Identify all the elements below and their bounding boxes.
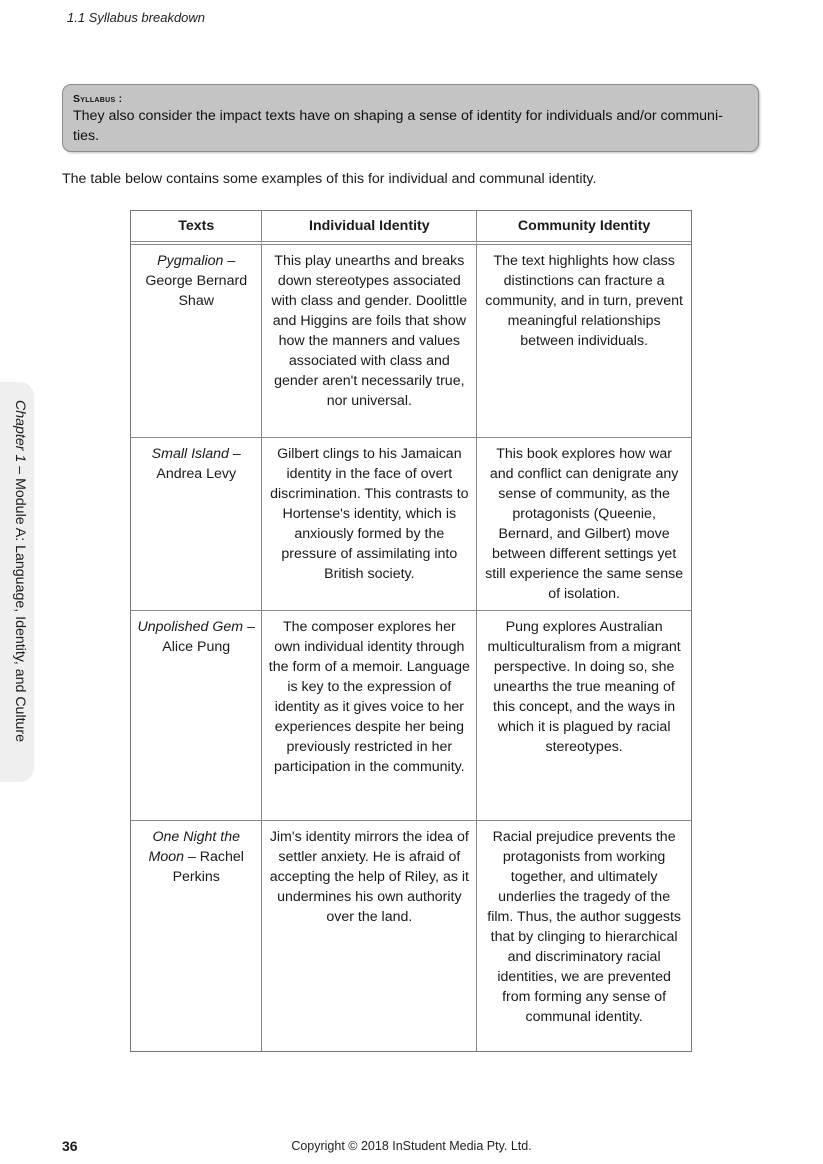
cell-community: Pung explores Australian multiculturalism from a migrant perspective. In doing so, she unearths the true meaning of this concept, and the ways in which it is plagued by racial stereotypes. [477,611,691,821]
text-title: One Night the Moon [148,829,240,865]
text-author: – Alice Pung [162,619,255,655]
table-row [131,245,691,438]
cell-text [131,438,262,611]
text-title: Small Island [151,446,229,462]
text-author: – George Bernard Shaw [145,253,248,309]
running-head: 1.1 Syllabus breakdown [67,10,206,25]
cell-community: This book explores how war and conflict can denigrate any sense of community, as the protagonists (Queenie, Bernard, and Gilbert) move between different settings yet still experience the same sense of isolation. [477,438,691,611]
header-community-identity: Community Identity [477,211,691,245]
syllabus-label: Syllabus : [73,93,123,105]
chapter-title: – Module A: Language, Identity, and Culture [12,462,28,743]
cell-text [131,821,262,1051]
table-row [131,438,691,611]
chapter-side-label [8,400,28,770]
copyright-notice: Copyright © 2018 InStudent Media Pty. Ltd. [291,1139,532,1153]
cell-community: The text highlights how class distinctions can fracture a community, and in turn, prevent meaningful relationships between individuals. [477,245,691,438]
page-number: 36 [62,1138,78,1154]
cell-text [131,245,262,438]
cell-individual: Gilbert clings to his Jamaican identity in the face of overt discrimination. This contrasts to Hortense's identity, which is anxiously formed by the pressure of assimilating into British society. [262,438,477,611]
text-title: Pygmalion [157,253,224,269]
table-row [131,821,691,1051]
intro-paragraph: The table below contains some examples of this for individual and communal identity. [62,171,597,187]
text-author: – Rachel Perkins [172,849,244,885]
identity-table [130,210,692,1052]
syllabus-callout [62,84,759,152]
header-texts: Texts [131,211,262,245]
cell-individual: Jim's identity mirrors the idea of settler anxiety. He is afraid of accepting the help of Riley, as it undermines his own authority over the land. [262,821,477,1051]
text-author: – Andrea Levy [156,446,241,482]
header-individual-identity: Individual Identity [262,211,477,245]
table-header-row [131,211,691,245]
cell-text [131,611,262,821]
cell-individual: The composer explores her own individual identity through the form of a memoir. Language is key to the expression of identity as it gives voice to her experiences despite her being previously restricted in her participation in the community. [262,611,477,821]
table-row [131,611,691,821]
syllabus-text: They also consider the impact texts have on shaping a sense of identity for individuals and/or communi-ties. [73,108,723,144]
cell-community: Racial prejudice prevents the protagonists from working together, and ultimately underlies the tragedy of the film. Thus, the author suggests that by clinging to hierarchical and discriminatory racial identities, we are prevented from forming any sense of communal identity. [487,829,681,1025]
text-title: Unpolished Gem [137,619,244,635]
cell-individual: This play unearths and breaks down stereotypes associated with class and gender. Doolittle and Higgins are foils that show how the manners and values associated with class and gender aren't necessarily true, nor universal. [262,245,477,438]
chapter-number: Chapter 1 [12,400,28,463]
